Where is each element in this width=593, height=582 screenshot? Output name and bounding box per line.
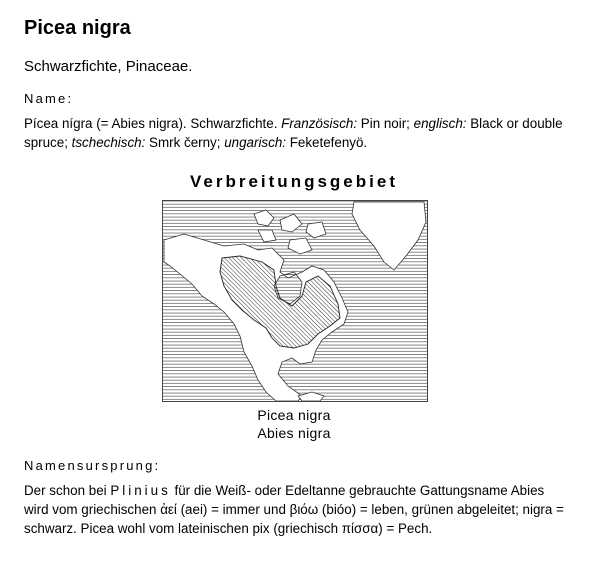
name-paragraph xyxy=(24,114,564,152)
name-text-1: Pícea nígra (= Abies nigra). Schwarzfichte. xyxy=(24,116,282,131)
origin-text-2: für die Weiß- oder Edeltanne gebrauchte Gattungsname Abies wird vom griechischen ἀεί (aei) = immer und βιόω (bióo) = leben, grünen abgeleitet; nigra = schwarz. Picea wohl vom lateinischen pix (griechisch πίσσα) = Pech. xyxy=(24,483,564,536)
name-text-3: Black or double spruce; xyxy=(24,116,563,150)
origin-section-label: Namensursprung: xyxy=(24,458,161,473)
lang-french-label: Französisch: xyxy=(281,116,358,131)
plinius-name: Plinius xyxy=(110,483,171,498)
lang-hungarian-label: ungarisch: xyxy=(224,135,286,150)
lang-czech-label: tschechisch: xyxy=(71,135,146,150)
lang-english-label: englisch: xyxy=(413,116,467,131)
name-text-4: Smrk černy; xyxy=(145,135,225,150)
name-text-5: Feketefenyö. xyxy=(286,135,368,150)
name-section-label: Name: xyxy=(24,91,74,106)
name-text-2: Pin noir; xyxy=(357,116,414,131)
page-title: Picea nigra xyxy=(24,17,131,39)
map-caption-primary: Picea nigra xyxy=(257,407,331,423)
page-subtitle: Schwarzfichte, Pinaceae. xyxy=(24,58,193,75)
origin-text-1: Der schon bei xyxy=(24,483,111,498)
distribution-map xyxy=(162,200,428,402)
distribution-heading: Verbreitungsgebiet xyxy=(190,172,398,191)
map-caption-synonym: Abies nigra xyxy=(257,425,331,441)
origin-paragraph xyxy=(24,481,564,538)
